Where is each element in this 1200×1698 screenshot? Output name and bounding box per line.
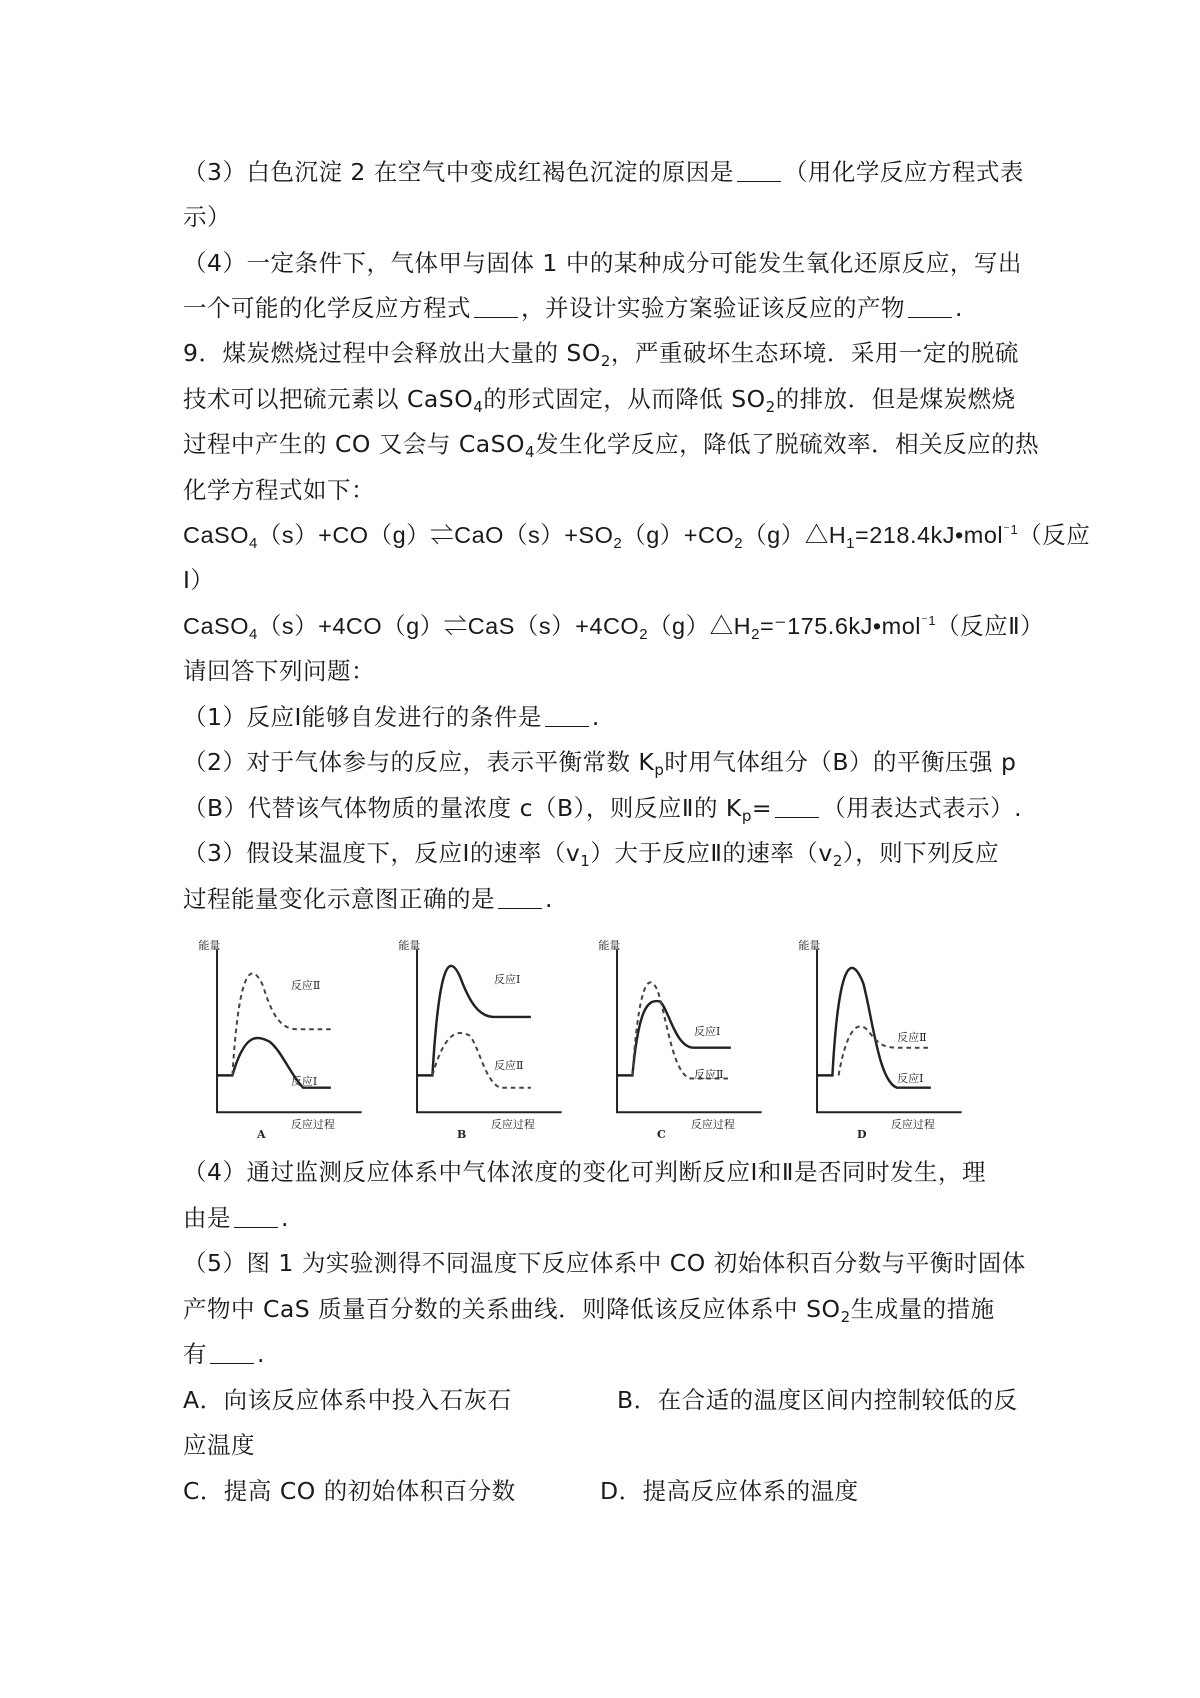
diagram-letter: B [457, 1128, 467, 1142]
option-b: B．在合适的温度区间内控制较低的反 [617, 1386, 1018, 1414]
x-axis-label: 反应过程 [690, 1117, 735, 1131]
q9-part3-line1: （3）假设某温度下，反应Ⅰ的速率$(v_1)$大于反应Ⅱ的速率$(v_2)$，则下列反应 [183, 839, 1000, 870]
answer-blank [908, 297, 952, 318]
q9-part2-line2: （B）代替该气体物质的量浓度 c（B），则反应Ⅱ的 $K_p=$ （用表达式表示）. [183, 794, 1023, 825]
diagram-a [183, 940, 368, 1140]
q9-part1: （1）反应Ⅰ能够自发进行的条件是 . [183, 703, 600, 731]
q9-part3-line2: 过程能量变化示意图正确的是 . [183, 885, 553, 913]
answer-blank [545, 706, 589, 727]
answer-blank [234, 1207, 278, 1228]
q9-part4-line2: 由是 . [183, 1204, 289, 1232]
q9-part5-line3: 有 . [183, 1340, 265, 1368]
diagram-letter: D [857, 1128, 867, 1142]
option-d: D．提高反应体系的温度 [600, 1477, 859, 1505]
energy-diagram-plot [383, 940, 568, 1140]
y-axis-label: 能量 [798, 938, 821, 952]
answer-blank [737, 161, 781, 182]
answer-blank [210, 1343, 254, 1364]
curve-label-top: 反应Ⅰ [694, 1025, 721, 1039]
y-axis-label: 能量 [598, 938, 621, 952]
q9-part5-line2: 产物中 CaS 质量百分数的关系曲线．则降低该反应体系中 $SO_2$生成量的措施 [183, 1295, 995, 1326]
q9-intro-line1: 9．煤炭燃烧过程中会释放出大量的 $SO_2$，严重破坏生态环境．采用一定的脱硫 [183, 339, 1019, 370]
q9-prompt: 请回答下列问题： [183, 657, 375, 685]
q9-part5-line1: （5）图 1 为实验测得不同温度下反应体系中 CO 初始体积百分数与平衡时固体 [183, 1249, 1026, 1277]
option-a: A．向该反应体系中投入石灰石 [183, 1386, 512, 1414]
q8-part3-line1: （3）白色沉淀 2 在空气中变成红褐色沉淀的原因是 （用化学反应方程式表 [183, 158, 1024, 186]
x-axis-label: 反应过程 [490, 1117, 535, 1131]
axes [217, 949, 362, 1112]
diagram-letter: A [257, 1128, 266, 1142]
diagram-letter: C [657, 1128, 666, 1142]
curve-label-top: 反应Ⅱ [897, 1031, 927, 1045]
equation-reaction-1-tail: Ⅰ） [183, 566, 215, 594]
option-c: C．提高 CO 的初始体积百分数 [183, 1477, 516, 1505]
diagram-d [783, 940, 968, 1140]
curve-label-bottom: 反应Ⅱ [694, 1068, 724, 1082]
x-axis-label: 反应过程 [890, 1117, 935, 1131]
q8-part4-line2: 一个可能的化学反应方程式 ，并设计实验方案验证该反应的产物 . [183, 294, 963, 322]
q9-part4-line1: （4）通过监测反应体系中气体浓度的变化可判断反应Ⅰ和Ⅱ是否同时发生，理 [183, 1158, 986, 1186]
answer-blank [498, 888, 542, 909]
q8-part3-line2: 示） [183, 203, 231, 231]
equation-reaction-2: $CaSO_4(s)+4CO(g)\rightleftharpoons CaS(s)+4CO_2(g)\triangle H_2=^-175.6kJ•mol^{^-1}$（反应Ⅱ） [183, 613, 1045, 643]
q9-intro-line3: 过程中产生的 CO 又会与 CaSO$_4$发生化学反应，降低了脱硫效率．相关反应的热 [183, 430, 1040, 461]
q9-intro-line2: 技术可以把硫元素以 CaSO$_4$的形式固定，从而降低 $SO_2$的排放．但是煤炭燃烧 [183, 385, 1016, 416]
axes [417, 949, 562, 1112]
q8-part4-line1: （4）一定条件下，气体甲与固体 1 中的某种成分可能发生氧化还原反应，写出 [183, 249, 1022, 277]
q9-part2-line1: （2）对于气体参与的反应，表示平衡常数 $K_p$时用气体组分（B）的平衡压强 p [183, 748, 1017, 779]
diagram-b [383, 940, 568, 1140]
y-axis-label: 能量 [198, 938, 221, 952]
q9-intro-line4: 化学方程式如下： [183, 476, 375, 504]
answer-blank [474, 297, 518, 318]
energy-diagram-plot [783, 940, 968, 1140]
energy-diagrams [183, 940, 973, 1140]
energy-diagram-plot [583, 940, 768, 1140]
diagram-c [583, 940, 768, 1140]
curve-label-bottom: 反应Ⅰ [897, 1071, 924, 1085]
equation-reaction-1: $CaSO_4(s)+CO(g)\rightleftharpoons CaO(s)+SO_2(g)+CO_2(g)\triangle H_1=218.4kJ•mol^{^-1}$（反应 [183, 522, 1091, 552]
curve-label-bottom: 反应Ⅰ [290, 1074, 318, 1088]
option-b-tail: 应温度 [183, 1431, 255, 1459]
curve-label-top: 反应Ⅰ [494, 972, 521, 986]
x-axis-label: 反应过程 [290, 1117, 335, 1131]
energy-diagram-plot [183, 940, 368, 1140]
answer-blank [775, 797, 819, 818]
curve-label-top: 反应Ⅱ [290, 979, 321, 992]
axes [817, 949, 962, 1112]
y-axis-label: 能量 [398, 938, 421, 952]
curve-label-bottom: 反应Ⅱ [494, 1059, 524, 1073]
